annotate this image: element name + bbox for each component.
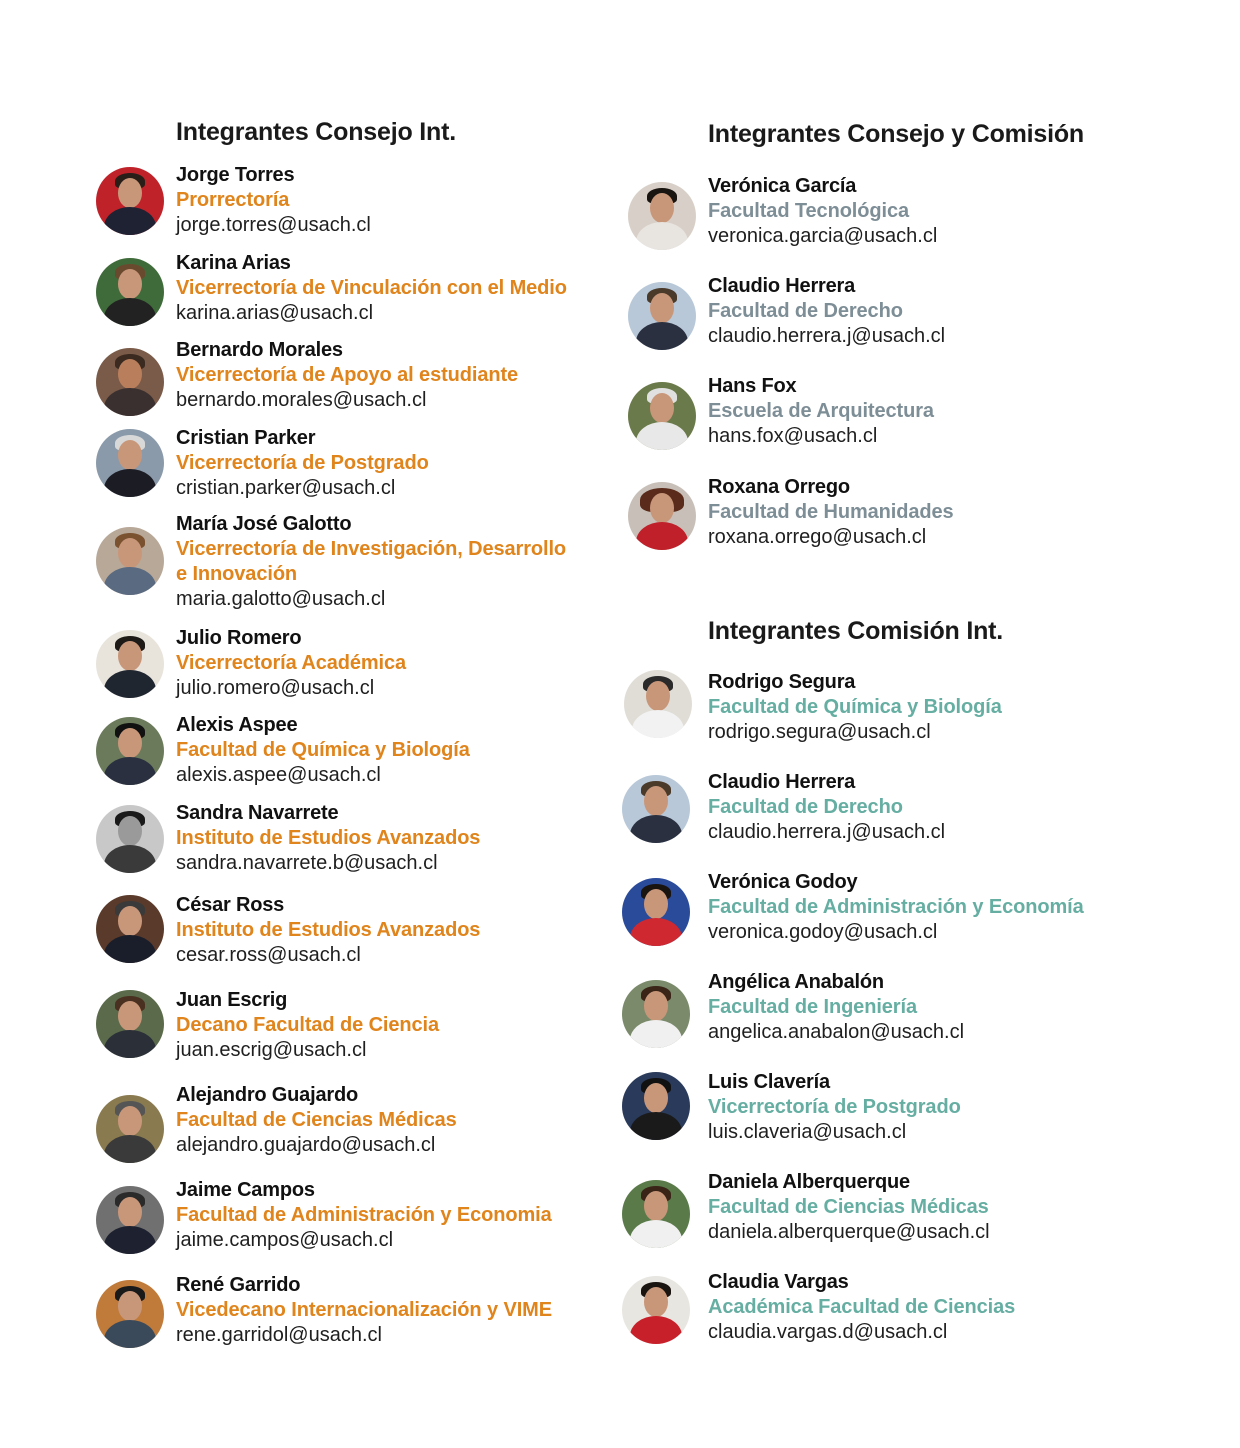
section-heading-comision: Integrantes Comisión Int. [708,617,1004,645]
member-role: Decano Facultad de Ciencia [176,1014,440,1036]
member-role: Instituto de Estudios Avanzados [176,827,481,849]
member-name: Luis Clavería [708,1071,830,1093]
member-name: María José Galotto [176,513,352,535]
member-role: Facultad de Ciencias Médicas [708,1196,989,1218]
avatar [96,527,164,595]
section-heading-consejo: Integrantes Consejo Int. [176,118,456,146]
avatar [622,878,690,946]
member-name: Juan Escrig [176,989,288,1011]
member-role: Facultad de Ciencias Médicas [176,1109,457,1131]
member-name: Hans Fox [708,375,797,397]
member-email[interactable]: veronica.garcia@usach.cl [708,225,938,247]
member-role: Vicedecano Internacionalización y VIME [176,1299,552,1321]
member-role: Facultad de Derecho [708,796,903,818]
member-email[interactable]: sandra.navarrete.b@usach.cl [176,852,438,874]
member-email[interactable]: julio.romero@usach.cl [176,677,375,699]
member-role: Facultad de Administración y Economía [708,896,1084,918]
member-email[interactable]: alexis.aspee@usach.cl [176,764,381,786]
avatar [96,1280,164,1348]
member-name: Rodrigo Segura [708,671,856,693]
member-email[interactable]: maria.galotto@usach.cl [176,588,386,610]
member-name: Daniela Alberquerque [708,1171,910,1193]
avatar [96,167,164,235]
avatar [622,1276,690,1344]
member-name: Karina Arias [176,252,291,274]
member-role: Facultad de Química y Biología [176,739,470,761]
member-email[interactable]: bernardo.morales@usach.cl [176,389,427,411]
member-role: Prorrectoría [176,189,290,211]
member-email[interactable]: cesar.ross@usach.cl [176,944,361,966]
member-name: René Garrido [176,1274,301,1296]
avatar [622,775,690,843]
member-role: Facultad de Derecho [708,300,903,322]
member-email[interactable]: claudia.vargas.d@usach.cl [708,1321,948,1343]
avatar [628,182,696,250]
avatar [96,990,164,1058]
member-name: Verónica García [708,175,857,197]
member-role: Académica Facultad de Ciencias [708,1296,1016,1318]
member-name: Claudio Herrera [708,275,856,297]
member-role: Vicerrectoría de Vinculación con el Medio [176,277,567,299]
member-name: Jaime Campos [176,1179,315,1201]
member-email[interactable]: daniela.alberquerque@usach.cl [708,1221,990,1243]
member-name: Sandra Navarrete [176,802,339,824]
avatar [96,348,164,416]
member-email[interactable]: alejandro.guajardo@usach.cl [176,1134,436,1156]
avatar [628,482,696,550]
member-email[interactable]: veronica.godoy@usach.cl [708,921,938,943]
member-name: Verónica Godoy [708,871,858,893]
member-role: Facultad Tecnológica [708,200,909,222]
member-role: Instituto de Estudios Avanzados [176,919,481,941]
member-name: Jorge Torres [176,164,295,186]
member-name: Roxana Orrego [708,476,850,498]
member-name: Claudio Herrera [708,771,856,793]
member-name: Cristian Parker [176,427,316,449]
member-name: Julio Romero [176,627,302,649]
avatar [628,382,696,450]
avatar [96,429,164,497]
member-email[interactable]: rene.garridol@usach.cl [176,1324,382,1346]
member-role: Vicerrectoría de Postgrado [708,1096,961,1118]
member-name: Alexis Aspee [176,714,298,736]
avatar [96,1186,164,1254]
member-role: Vicerrectoría de Investigación, Desarrollo [176,538,567,560]
avatar [622,1072,690,1140]
section-heading-consejo-comision: Integrantes Consejo y Comisión [708,120,1085,148]
member-email[interactable]: roxana.orrego@usach.cl [708,526,927,548]
avatar [96,805,164,873]
member-name: Bernardo Morales [176,339,343,361]
member-email[interactable]: hans.fox@usach.cl [708,425,878,447]
member-name: Claudia Vargas [708,1271,849,1293]
avatar [628,282,696,350]
member-email[interactable]: rodrigo.segura@usach.cl [708,721,931,743]
avatar [96,630,164,698]
member-email[interactable]: claudio.herrera.j@usach.cl [708,325,946,347]
member-role: Facultad de Humanidades [708,501,954,523]
avatar [96,1095,164,1163]
member-email[interactable]: juan.escrig@usach.cl [176,1039,367,1061]
member-role: Facultad de Administración y Economia [176,1204,552,1226]
member-email[interactable]: luis.claveria@usach.cl [708,1121,907,1143]
member-email[interactable]: jaime.campos@usach.cl [176,1229,394,1251]
avatar [96,258,164,326]
member-name: César Ross [176,894,285,916]
member-email[interactable]: jorge.torres@usach.cl [176,214,371,236]
avatar [96,895,164,963]
member-name: Alejandro Guajardo [176,1084,358,1106]
member-name: Angélica Anabalón [708,971,884,993]
avatar [622,1180,690,1248]
member-role: Escuela de Arquitectura [708,400,934,422]
member-role: Vicerrectoría de Apoyo al estudiante [176,364,519,386]
member-email[interactable]: cristian.parker@usach.cl [176,477,396,499]
member-role: Facultad de Ingeniería [708,996,917,1018]
avatar [96,717,164,785]
member-email[interactable]: karina.arias@usach.cl [176,302,374,324]
member-email[interactable]: claudio.herrera.j@usach.cl [708,821,946,843]
member-role: Vicerrectoría de Postgrado [176,452,429,474]
avatar [624,670,692,738]
avatar [622,980,690,1048]
member-role: Vicerrectoría Académica [176,652,407,674]
member-role-continued: e Innovación [176,563,298,585]
member-role: Facultad de Química y Biología [708,696,1002,718]
member-email[interactable]: angelica.anabalon@usach.cl [708,1021,965,1043]
